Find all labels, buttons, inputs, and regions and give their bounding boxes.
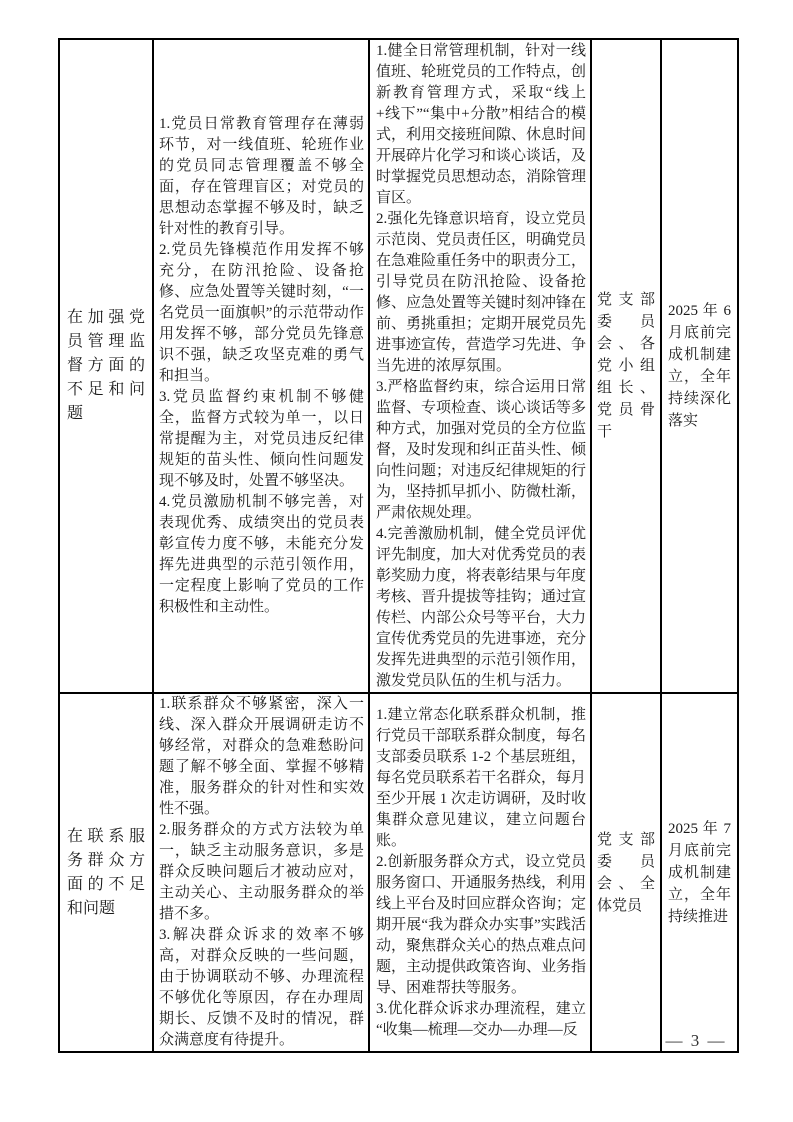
deadline-cell: 2025 年 7 月底前完成机制建立，全年持续推进	[661, 693, 738, 1052]
measures-cell	[369, 693, 591, 1052]
page-number: — 3 —	[665, 1031, 727, 1050]
problem-item: 1.党员日常教育管理存在薄弱环节，对一线值班、轮班作业的党员同志管理覆盖不够全面，存在管理盲区；对党员的思想动态掌握不够及时，缺乏针对性的教育引导。	[159, 116, 364, 237]
responsible-cell: 党支部委员会、全体党员	[591, 693, 661, 1052]
problem-item: 1.联系群众不够紧密，深入一线、深入群众开展调研走访不够经常，对群众的急难愁盼问题了解不够全面、掌握不够精准，服务群众的针对性和实效性不强。	[159, 696, 364, 817]
measure-item: 1.建立常态化联系群众机制，推行党员干部联系群众制度，每名支部委员联系 1-2 个基层班组，每名党员联系若干名群众，每月至少开展 1 次走访调研，及时收集群众意见建议，建立问题台账。	[376, 706, 587, 849]
measure-item: 4.完善激励机制，健全党员评优评先制度，加大对优秀党员的表彰奖励力度，将表彰结果与年度考核、晋升提拔等挂钩；通过宣传栏、内部公众号等平台，大力宣传优秀党员的先进事迹，充分发挥先进典型的示范引领作用，激发党员队伍的生机与活力。	[376, 525, 587, 689]
problem-item: 3.党员监督约束机制不够健全，监督方式较为单一，以日常提醒为主，对党员违反纪律规矩的苗头性、倾向性问题发现不够及时，处置不够坚决。	[159, 389, 364, 489]
problems-cell	[153, 693, 369, 1052]
rectification-table	[58, 38, 739, 1053]
problem-item: 4.党员激励机制不够完善，对表现优秀、成绩突出的党员表彰宣传力度不够，未能充分发挥先进典型的示范引领作用，一定程度上影响了党员的工作积极性和主动性。	[159, 494, 364, 615]
category-cell: 在联系服务群众方面的不足和问题	[59, 693, 153, 1052]
table-row-member-management	[59, 39, 738, 693]
responsible-cell: 党支部委员会、各党小组组长、党员骨干	[591, 39, 661, 693]
measure-item: 1.健全日常管理机制，针对一线值班、轮班党员的工作特点，创新教育管理方式，采取“线上+线下”“集中+分散”相结合的模式，利用交接班间隙、休息时间开展碎片化学习和谈心谈话，及时掌握党员思想动态，消除管理盲区。	[376, 42, 587, 206]
problem-item: 2.服务群众的方式方法较为单一，缺乏主动服务意识，多是群众反映问题后才被动应对，主动关心、主动服务群众的举措不多。	[159, 822, 364, 922]
measure-item: 3.优化群众诉求办理流程，建立“收集—梳理—交办—办理—反	[376, 1000, 586, 1038]
measure-item: 2.创新服务群众方式，设立党员服务窗口、开通服务热线，利用线上平台及时回应群众咨询；定期开展“我为群众办实事”实践活动，聚焦群众关心的热点难点问题，主动提供政策咨询、业务指导、困难帮扶等服务。	[376, 853, 587, 996]
measures-cell	[369, 39, 591, 693]
problems-cell	[153, 39, 369, 693]
category-cell: 在加强党员管理监督方面的不足和问题	[59, 39, 153, 693]
measure-item: 2.强化先锋意识培育，设立党员示范岗、党员责任区，明确党员在急难险重任务中的职责分工，引导党员在防汛抢险、设备抢修、应急处置等关键时刻冲锋在前、勇挑重担；定期开展党员先进事迹宣传，营造学习先进、争当先进的浓厚氛围。	[376, 210, 587, 374]
deadline-cell: 2025 年 6 月底前完成机制建立，全年持续深化落实	[661, 39, 738, 693]
problem-item: 3.解决群众诉求的效率不够高，对群众反映的一些问题，由于协调联动不够、办理流程不够优化等原因，存在办理周期长、反馈不及时的情况，群众满意度有待提升。	[159, 927, 364, 1048]
measure-item: 3.严格监督约束，综合运用日常监督、专项检查、谈心谈话等多种方式，加强对党员的全方位监督，及时发现和纠正苗头性、倾向性问题；对违反纪律规矩的行为，坚持抓早抓小、防微杜渐，严肃依规处理。	[376, 378, 587, 521]
problem-item: 2.党员先锋模范作用发挥不够充分，在防汛抢险、设备抢修、应急处置等关键时刻，“一名党员一面旗帜”的示范带动作用发挥不够，部分党员先锋意识不强，缺乏攻坚克难的勇气和担当。	[159, 242, 364, 384]
table-row-serving-masses	[59, 693, 738, 1052]
